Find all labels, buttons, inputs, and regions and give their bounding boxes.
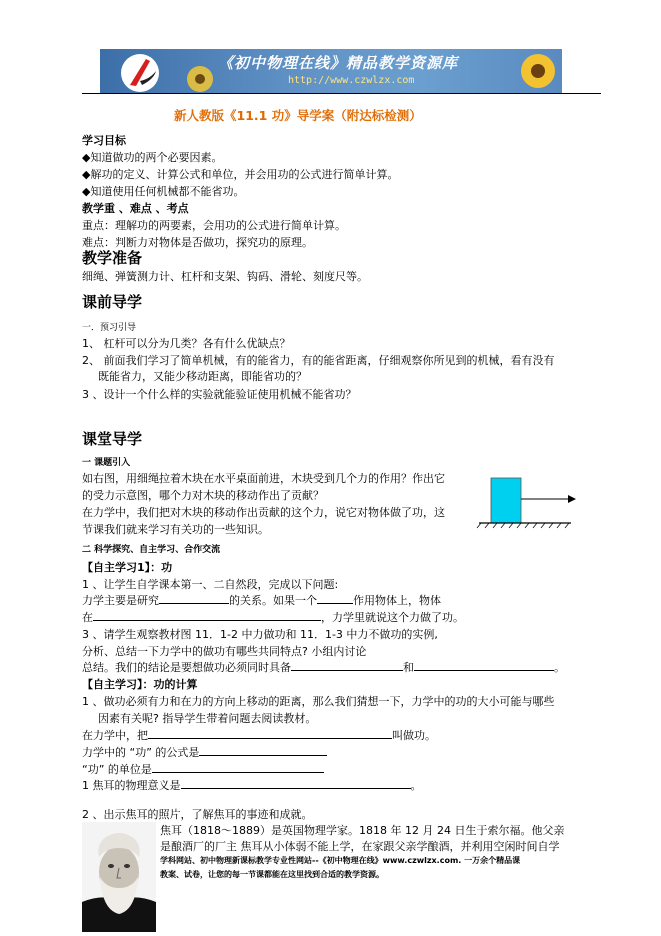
self-study-question-cont: 因素有关呢? 指导学生带着问题去阅读教材。	[98, 712, 317, 725]
banner-url[interactable]: http://www.czwlzx.com	[288, 75, 415, 86]
intro-text: 在力学中，我们把对木块的移动作出贡献的这个力，说它对物体做了功，这	[82, 506, 445, 519]
keypoints-heading: 教学重 、难点 、考点	[82, 202, 189, 215]
header-rule	[82, 93, 601, 94]
prep-materials: 细绳、弹簧测力计、杠杆和支架、钩码、滑轮、刻度尺等。	[82, 270, 368, 283]
fill-line	[82, 761, 324, 777]
preview-subheading: 一．预习引导	[82, 323, 137, 333]
fill-text: 力学中的 “功” 的公式是	[82, 746, 200, 759]
answer-blank[interactable]	[414, 670, 554, 671]
fill-line	[82, 777, 422, 793]
joule-bio: 是酿酒厂的厂主 焦耳从小体弱不能上学，在家跟父亲学酿酒，并利用空闲时间自学	[160, 840, 560, 853]
explore-subheading: 二 科学探究、自主学习、合作交流	[82, 545, 221, 555]
fill-text: 的关系。如果一个	[229, 594, 317, 607]
header-banner	[100, 49, 562, 93]
fill-text: 。	[554, 661, 565, 674]
fill-line	[82, 727, 436, 743]
fill-text: 和	[403, 661, 414, 674]
banner-title: 《初中物理在线》精品教学资源库	[218, 54, 459, 72]
fill-text: 叫做功。	[392, 729, 436, 742]
intro-text: 如右图，用细绳拉着木块在水平桌面前进，木块受到几个力的作用？作出它	[82, 472, 445, 485]
footer-text: 教案、试卷，让您的每一节课都能在这里找到合适的教学资源。	[160, 870, 384, 879]
fill-text: 作用物体上，物体	[353, 594, 441, 607]
force-diagram	[475, 472, 585, 532]
goal-item: ◆知道使用任何机械都不能省功。	[82, 185, 245, 198]
fill-text: ，力学里就说这个力做了功。	[321, 611, 464, 624]
self-study-1-heading: 【自主学习1】：功	[82, 561, 173, 574]
page-title: 新人教版《11.1 功》导学案（附达标检测）	[174, 108, 422, 123]
self-study-question: 1 、做功必须有力和在力的方向上移动的距离，那么我们猜想一下，力学中的功的大小可能与哪些	[82, 695, 555, 708]
fill-line	[82, 609, 464, 625]
preview-question: 2、 前面我们学习了简单机械，有的能省力，有的能省距离，仔细观察你所见到的机械，看有没有	[82, 354, 555, 367]
answer-blank[interactable]	[291, 670, 403, 671]
self-study-question: 3 、请学生观察教材图 11．1-2 中力做功和 11．1-3 中力不做功的实例,	[82, 628, 438, 641]
self-study-2-heading: 【自主学习】：功的计算	[82, 678, 198, 691]
wooden-block	[491, 478, 521, 523]
answer-blank[interactable]	[159, 603, 229, 604]
answer-blank[interactable]	[148, 738, 392, 739]
key-point-text: 重点：理解功的两要素，会用功的公式进行简单计算。	[82, 219, 346, 232]
answer-blank[interactable]	[93, 620, 321, 621]
answer-blank[interactable]	[181, 788, 411, 789]
sunflower-image	[510, 49, 562, 93]
intro-subheading: 一 课题引入	[82, 458, 131, 468]
self-study-question: 1 、让学生自学课本第一、二自然段，完成以下问题:	[82, 578, 339, 591]
answer-blank[interactable]	[317, 603, 353, 604]
fill-text: 。	[410, 779, 422, 792]
joule-question: 2 、出示焦耳的照片，了解焦耳的事迹和成就。	[82, 808, 313, 821]
intro-text: 的受力示意图，哪个力对木块的移动作出了贡献？	[82, 489, 324, 502]
answer-blank[interactable]	[152, 772, 324, 773]
fill-text: 1 焦耳的物理意义是	[82, 779, 181, 792]
fill-line	[82, 744, 327, 760]
fill-text: 总结。我们的结论是要想做功必须同时具备	[82, 661, 291, 674]
preview-question: 3 、设计一个什么样的实验就能验证使用机械不能省功？	[82, 388, 357, 401]
fill-text: 力学主要是研究	[82, 594, 159, 607]
goals-heading: 学习目标	[82, 134, 126, 147]
fill-line	[82, 659, 565, 675]
joule-bio: 焦耳（1818～1889）是英国物理学家。1818 年 12 月 24 日生于索尔福。他父亲	[160, 824, 565, 837]
joule-portrait	[82, 822, 156, 932]
fill-text: “功” 的单位是	[82, 763, 152, 776]
goal-item: ◆解功的定义、计算公式和单位，并会用功的公式进行简单计算。	[82, 168, 399, 181]
intro-text: 节课我们就来学习有关功的一些知识。	[82, 523, 269, 536]
preclass-heading: 课前导学	[82, 293, 143, 311]
fill-line	[82, 592, 441, 608]
prep-heading: 教学准备	[82, 249, 143, 267]
self-study-question-cont: 分析、总结一下力学中的做功有哪些共同特点? 小组内讨论	[82, 645, 367, 658]
preview-question-cont: 既能省力，又能少移动距离，即能省功的？	[98, 370, 307, 383]
preview-question: 1、 杠杆可以分为几类？各有什么优缺点？	[82, 337, 291, 350]
fill-text: 在	[82, 611, 93, 624]
inclass-heading: 课堂导学	[82, 430, 143, 448]
banner-logo	[100, 49, 220, 93]
goal-item: ◆知道做功的两个必要因素。	[82, 151, 223, 164]
fill-text: 在力学中，把	[82, 729, 148, 742]
answer-blank[interactable]	[199, 755, 327, 756]
difficult-point-text: 难点：判断力对物体是否做功，探究功的原理。	[82, 236, 313, 249]
footer-text: 学科网站、初中物理新课标教学专业性网站--《初中物理在线》www.czwlzx.com. 一万余个精品课	[160, 856, 521, 865]
